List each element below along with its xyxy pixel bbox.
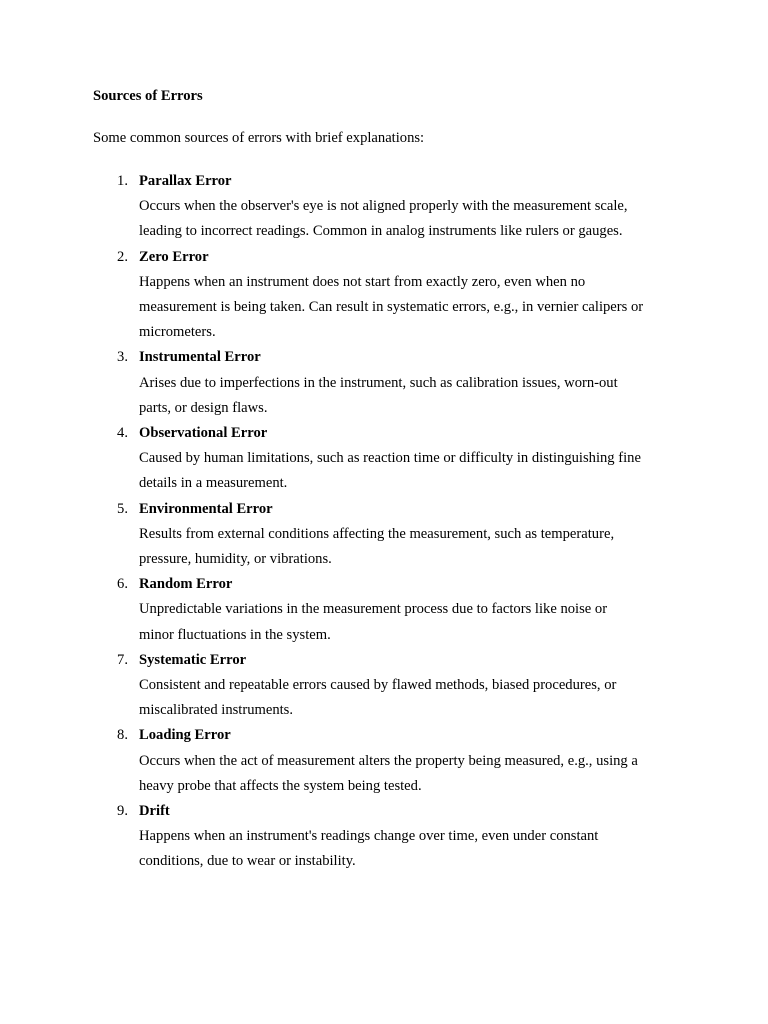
list-item: [0, 648, 768, 724]
list-item-heading: Drift: [139, 803, 170, 820]
list-item-description-line: heavy probe that affects the system being tested.: [139, 777, 422, 794]
list-item: [0, 169, 768, 245]
list-item-description-line: parts, or design flaws.: [139, 399, 268, 416]
document-title: Sources of Errors: [93, 88, 203, 104]
list-item-description-line: Occurs when the observer's eye is not aligned properly with the measurement scale,: [139, 198, 628, 215]
list-item-description-line: Happens when an instrument's readings change over time, even under constant: [139, 828, 599, 845]
list-item-description-line: pressure, humidity, or vibrations.: [139, 551, 332, 568]
list-item-heading: Observational Error: [139, 425, 268, 442]
list-item-number: 8.: [117, 727, 128, 744]
list-item-description-line: measurement is being taken. Can result in systematic errors, e.g., in vernier calipers or: [139, 299, 644, 316]
list-item-number: 6.: [117, 576, 128, 593]
list-item-heading: Environmental Error: [139, 500, 273, 517]
error-sources-list: [0, 169, 768, 875]
list-item-description-line: conditions, due to wear or instability.: [139, 853, 356, 870]
list-item-heading: Loading Error: [139, 727, 231, 744]
list-item-description-line: minor fluctuations in the system.: [139, 626, 331, 643]
list-item-description-line: leading to incorrect readings. Common in analog instruments like rulers or gauges.: [139, 223, 623, 240]
list-item: [0, 723, 768, 799]
list-item-description-line: Caused by human limitations, such as reaction time or difficulty in distinguishing fine: [139, 450, 641, 467]
list-item-description-line: Arises due to imperfections in the instrument, such as calibration issues, worn-out: [139, 374, 618, 391]
list-item-heading: Systematic Error: [139, 651, 247, 668]
list-item: [0, 497, 768, 573]
list-item: [0, 799, 768, 875]
list-item-description-line: details in a measurement.: [139, 475, 288, 492]
list-item-heading: Parallax Error: [139, 173, 232, 189]
list-item-description-line: Results from external conditions affecting the measurement, such as temperature,: [139, 525, 615, 542]
list-item-description-line: Happens when an instrument does not start from exactly zero, even when no: [139, 273, 586, 290]
list-item-number: 7.: [117, 651, 128, 668]
list-item-heading: Instrumental Error: [139, 349, 261, 366]
list-item-number: 1.: [117, 173, 128, 189]
list-item: [0, 345, 768, 421]
list-item-description-line: micrometers.: [139, 324, 216, 341]
list-item-number: 4.: [117, 425, 128, 442]
list-item-number: 9.: [117, 803, 128, 820]
list-item-number: 2.: [117, 248, 128, 265]
list-item: [0, 421, 768, 497]
list-item: [0, 572, 768, 648]
intro-paragraph: Some common sources of errors with brief explanations:: [93, 130, 425, 146]
list-item-description-line: Unpredictable variations in the measurement process due to factors like noise or: [139, 601, 608, 618]
list-item-description-line: miscalibrated instruments.: [139, 702, 294, 719]
list-item-number: 3.: [117, 349, 128, 366]
list-item-heading: Random Error: [139, 576, 233, 593]
list-item: [0, 245, 768, 346]
list-item-description-line: Occurs when the act of measurement alters the property being measured, e.g., using a: [139, 752, 638, 769]
list-item-heading: Zero Error: [139, 248, 209, 265]
list-item-number: 5.: [117, 500, 128, 517]
list-item-description-line: Consistent and repeatable errors caused by flawed methods, biased procedures, or: [139, 677, 617, 694]
